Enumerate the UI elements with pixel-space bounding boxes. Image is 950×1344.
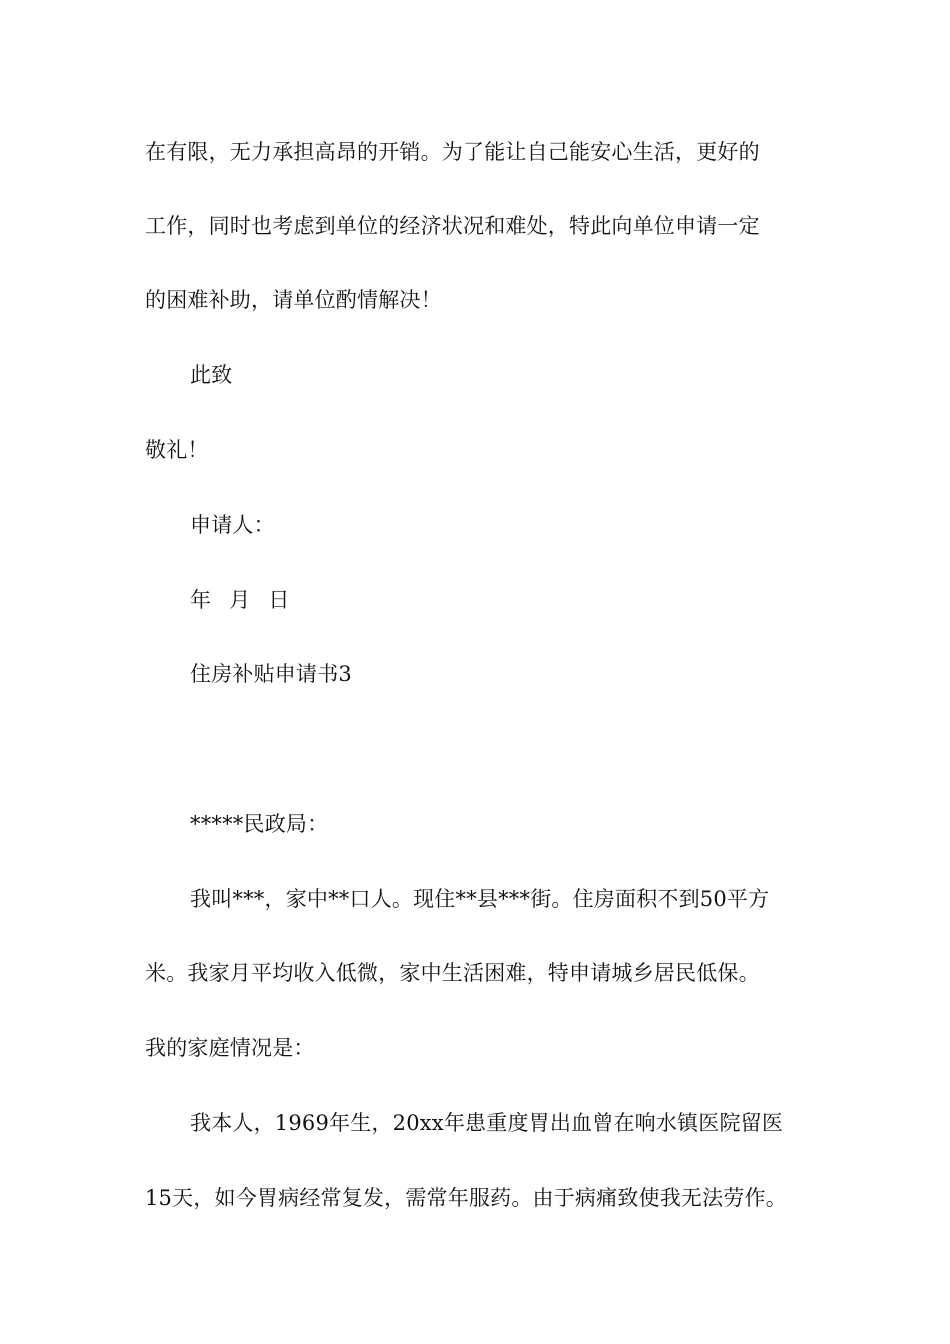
- paragraph-line-1: 在有限，无力承担高昂的开销。为了能让自己能安心生活，更好的: [145, 140, 760, 164]
- body-line-1: 我叫***，家中**口人。现住**县***街。住房面积不到50平方: [190, 887, 770, 911]
- closing-respect: 敬礼！: [145, 438, 209, 462]
- section-title: 住房补贴申请书3: [190, 662, 352, 686]
- applicant-label: 申请人：: [190, 513, 275, 537]
- recipient-line: *****民政局：: [190, 812, 329, 836]
- body-line-4: 我本人，1969年生，20xx年患重度胃出血曾在响水镇医院留医: [190, 1111, 784, 1135]
- date-month: 月: [229, 588, 251, 612]
- date-day: 日: [268, 588, 290, 612]
- date-line: [190, 585, 308, 615]
- body-line-2: 米。我家月平均收入低微，家中生活困难，特申请城乡居民低保。: [145, 961, 760, 985]
- date-year: 年: [190, 588, 212, 612]
- body-line-5: 15天，如今胃病经常复发，需常年服药。由于病痛致使我无法劳作。: [145, 1186, 787, 1210]
- closing-salutation: 此致: [190, 363, 233, 387]
- body-line-3: 我的家庭情况是：: [145, 1036, 315, 1060]
- paragraph-line-2: 工作，同时也考虑到单位的经济状况和难处，特此向单位申请一定: [145, 214, 760, 238]
- paragraph-line-3: 的困难补助，请单位酌情解决！: [145, 288, 442, 312]
